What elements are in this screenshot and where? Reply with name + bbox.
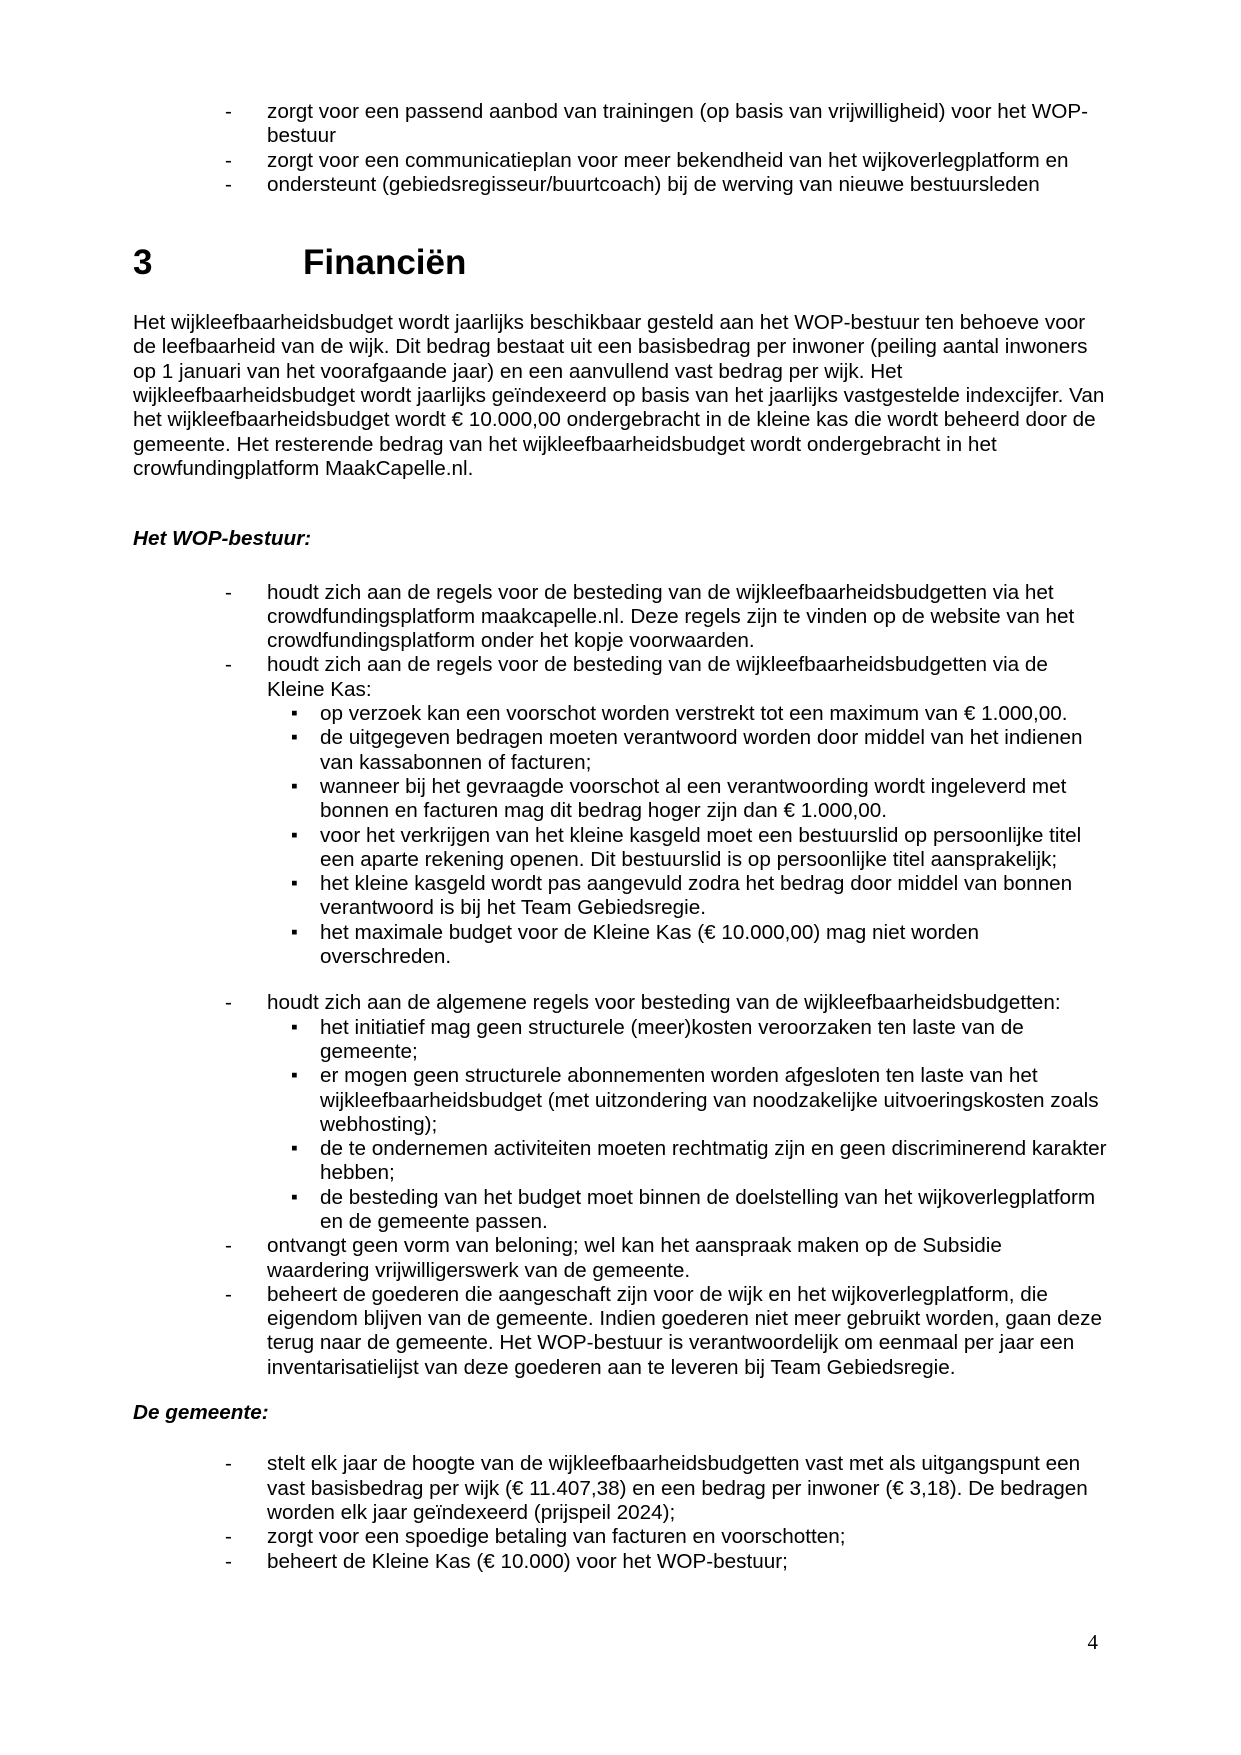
- list-item-text: beheert de Kleine Kas (€ 10.000) voor het WOP-bestuur;: [267, 1549, 788, 1573]
- list-item: [133, 1452, 1108, 1525]
- sub-list-item-text: op verzoek kan een voorschot worden verstrekt tot een maximum van € 1.000,00.: [320, 702, 1068, 726]
- list-item-text: zorgt voor een communicatieplan voor meer bekendheid van het wijkoverlegplatform en: [267, 148, 1069, 172]
- dash-bullet-icon: -: [225, 1525, 232, 1549]
- square-bullet-icon: ▪: [291, 1016, 298, 1038]
- list-item: [133, 1283, 1108, 1380]
- list-item-text: zorgt voor een spoedige betaling van facturen en voorschotten;: [267, 1525, 846, 1549]
- list-item-text: ondersteunt (gebiedsregisseur/buurtcoach) bij de werving van nieuwe bestuursleden: [267, 172, 1040, 196]
- dash-bullet-icon: -: [225, 1549, 232, 1573]
- sub-list-item-text: de uitgegeven bedragen moeten verantwoord worden door middel van het indienen van kassabonnen of facturen;: [320, 726, 1083, 774]
- page-number: 4: [1087, 1630, 1098, 1654]
- sub-list-item: [267, 726, 1108, 775]
- dash-bullet-icon: -: [225, 148, 232, 172]
- list-item: [133, 1550, 1108, 1574]
- square-bullet-icon: ▪: [291, 921, 298, 943]
- square-bullet-icon: ▪: [291, 1186, 298, 1208]
- list-item-text: beheert de goederen die aangeschaft zijn voor de wijk en het wijkoverlegplatform, die eigendom blijven van de gemeente. Indien goederen niet meer gebruikt worden, gaan deze terug naar de gemeente. Het WOP-bestuur is verantwoordelijk om eenmaal per jaar een inventarisatielijst van deze goederen aan te leveren bij Team Gebiedsregie.: [267, 1282, 1102, 1379]
- list-item: [133, 653, 1108, 969]
- list-item: [133, 991, 1108, 1234]
- list-item: [133, 1234, 1108, 1283]
- square-bullet-icon: ▪: [291, 824, 298, 846]
- page-content: [0, 100, 1241, 1574]
- sub-list-item: [267, 775, 1108, 824]
- square-bullet-icon: ▪: [291, 727, 298, 749]
- list-item-text: houdt zich aan de regels voor de besteding van de wijkleefbaarheidsbudgetten via de Kleine Kas:: [267, 653, 1048, 701]
- list-item: [133, 1525, 1108, 1549]
- dash-bullet-icon: -: [225, 172, 232, 196]
- list-item: [133, 581, 1108, 654]
- section-title-gemeente: De gemeente:: [133, 1401, 269, 1425]
- sub-list-item-text: het kleine kasgeld wordt pas aangevuld zodra het bedrag door middel van bonnen verantwoord is bij het Team Gebiedsregie.: [320, 872, 1073, 920]
- sub-list-item: [267, 1016, 1108, 1065]
- wop-bullet-list: [133, 581, 1108, 1381]
- dash-bullet-icon: -: [225, 653, 232, 677]
- dash-bullet-icon: -: [225, 580, 232, 604]
- sub-list-item-text: de besteding van het budget moet binnen de doelstelling van het wijkoverlegplatform en de gemeente passen.: [320, 1185, 1096, 1233]
- sub-list-item-text: voor het verkrijgen van het kleine kasgeld moet een bestuurslid op persoonlijke titel een aparte rekening openen. Dit bestuurslid is op persoonlijke titel aansprakelijk;: [320, 823, 1082, 871]
- chapter-heading: [133, 243, 1108, 283]
- dash-bullet-icon: -: [225, 991, 232, 1015]
- list-item-text: stelt elk jaar de hoogte van de wijkleefbaarheidsbudgetten vast met als uitgangspunt een vast basisbedrag per wijk (€ 11.407,38) en een bedrag per inwoner (€ 3,18). De bedragen worden elk jaar geïndexeerd (prijspeil 2024);: [267, 1452, 1088, 1524]
- square-bullet-icon: ▪: [291, 1138, 298, 1160]
- sub-list-item: [267, 824, 1108, 873]
- chapter-title: Financiën: [303, 243, 467, 283]
- intro-bullet-list: [133, 100, 1108, 197]
- sub-list-item: [267, 702, 1108, 726]
- dash-bullet-icon: -: [225, 1452, 232, 1476]
- square-bullet-icon: ▪: [291, 703, 298, 725]
- list-item: [133, 149, 1108, 173]
- sub-list-item: [267, 1064, 1108, 1137]
- sub-list-item-text: wanneer bij het gevraagde voorschot al een verantwoording wordt ingeleverd met bonnen en facturen mag dit bedrag hoger zijn dan € 1.000,00.: [320, 774, 1067, 823]
- sub-list-item-text: het initiatief mag geen structurele (meer)kosten veroorzaken ten laste van de gemeente;: [320, 1015, 1024, 1063]
- dash-bullet-icon: -: [225, 1234, 232, 1258]
- section-title-wop-bestuur: Het WOP-bestuur:: [133, 527, 312, 551]
- sub-list-item: [267, 872, 1108, 921]
- sub-list-item-text: er mogen geen structurele abonnementen worden afgesloten ten laste van het wijkleefbaarheidsbudget (met uitzondering van noodzakelijke uitvoeringskosten zoals webhosting);: [320, 1064, 1099, 1136]
- square-bullet-icon: ▪: [291, 873, 298, 895]
- list-item-text: houdt zich aan de regels voor de besteding van de wijkleefbaarheidsbudgetten via het crowdfundingsplatform maakcapelle.nl. Deze regels zijn te vinden op de website van het crowdfundingsplatform onder het kopje voorwaarden.: [267, 580, 1075, 653]
- list-item: [133, 173, 1108, 197]
- list-item-text: ontvangt geen vorm van beloning; wel kan het aanspraak maken op de Subsidie waardering vrijwilligerswerk van de gemeente.: [267, 1234, 1002, 1282]
- gemeente-bullet-list: [133, 1452, 1108, 1573]
- dash-bullet-icon: -: [225, 100, 232, 123]
- dash-bullet-icon: -: [225, 1282, 232, 1306]
- chapter-number: 3: [133, 243, 153, 283]
- list-item-text: houdt zich aan de algemene regels voor besteding van de wijkleefbaarheidsbudgetten:: [267, 991, 1061, 1015]
- list-item-text: zorgt voor een passend aanbod van trainingen (op basis van vrijwilligheid) voor het WOP-bestuur: [267, 100, 1089, 148]
- square-bullet-icon: ▪: [291, 1065, 298, 1087]
- list-item: [133, 100, 1108, 149]
- sub-list-item: [267, 1186, 1108, 1235]
- sub-list-item: [267, 921, 1108, 970]
- sub-list-item: [267, 1137, 1108, 1186]
- sub-list-item-text: het maximale budget voor de Kleine Kas (€ 10.000,00) mag niet worden overschreden.: [320, 920, 979, 969]
- square-bullet-icon: ▪: [291, 775, 298, 797]
- intro-paragraph: Het wijkleefbaarheidsbudget wordt jaarlijks beschikbaar gesteld aan het WOP-bestuur ten behoeve voor de leefbaarheid van de wijk. Dit bedrag bestaat uit een basisbedrag per inwoner (peiling aantal inwoners op 1 januari van het voorafgaande jaar) en een aanvullend vast bedrag per wijk. Het wijkleefbaarheidsbudget wordt jaarlijks geïndexeerd op basis van het jaarlijks vastgestelde indexcijfer. Van het wijkleefbaarheidsbudget wordt € 10.000,00 ondergebracht in de kleine kas die wordt beheerd door de gemeente. Het resterende bedrag van het wijkleefbaarheidsbudget wordt ondergebracht in het crowfundingplatform MaakCapelle.nl.: [133, 311, 1105, 480]
- sub-list-item-text: de te ondernemen activiteiten moeten rechtmatig zijn en geen discriminerend karakter hebben;: [320, 1137, 1107, 1185]
